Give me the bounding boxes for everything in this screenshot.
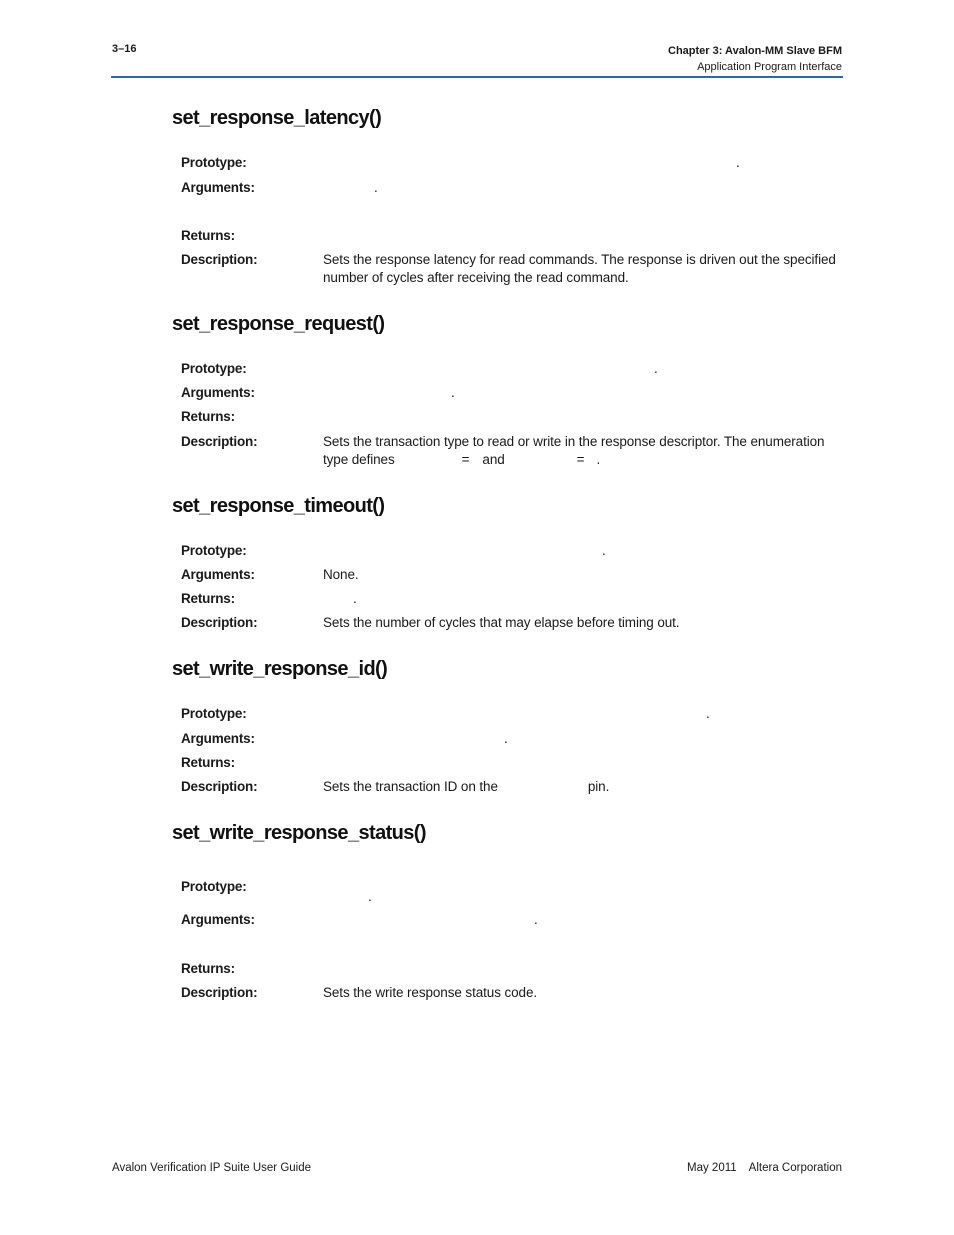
header-divider	[111, 76, 843, 78]
description-line-1: Sets the transaction type to read or write in the response descriptor. The enumeration	[323, 434, 825, 449]
description-period: .	[596, 452, 601, 467]
prototype-value: .	[602, 543, 606, 558]
section-title: set_response_timeout()	[172, 495, 385, 517]
prototype-value: .	[654, 361, 658, 376]
description-value	[323, 778, 841, 796]
arguments-value: .	[374, 180, 378, 195]
section-title: set_response_request()	[172, 313, 385, 335]
footer-info	[687, 1162, 842, 1174]
description-label: Description:	[181, 985, 258, 1000]
page-number: 3–16	[112, 43, 137, 55]
section-set-response-latency	[172, 106, 844, 285]
description-label: Description:	[181, 252, 258, 267]
prototype-label: Prototype:	[181, 543, 247, 558]
section-set-write-response-status	[172, 821, 844, 1000]
footer-guide-title: Avalon Verification IP Suite User Guide	[112, 1162, 312, 1174]
running-header	[668, 43, 842, 75]
arguments-label: Arguments:	[181, 731, 255, 746]
description-label: Description:	[181, 615, 258, 630]
prototype-label: Prototype:	[181, 706, 247, 721]
footer-company: Altera Corporation	[748, 1162, 842, 1174]
arguments-label: Arguments:	[181, 567, 255, 582]
returns-label: Returns:	[181, 591, 235, 606]
arguments-label: Arguments:	[181, 385, 255, 400]
description-equals-1: =	[461, 452, 470, 467]
description-text: Sets the transaction ID on the	[323, 779, 498, 794]
description-value	[323, 433, 841, 469]
section-subtitle: Application Program Interface	[697, 61, 842, 73]
description-and: and	[482, 452, 505, 467]
returns-label: Returns:	[181, 961, 235, 976]
section-title: set_response_latency()	[172, 107, 382, 129]
arguments-value: .	[451, 385, 455, 400]
description-type-defines: type defines	[323, 452, 395, 467]
arguments-value: .	[504, 731, 508, 746]
chapter-title: Chapter 3: Avalon-MM Slave BFM	[668, 45, 842, 57]
description-label: Description:	[181, 434, 258, 449]
description-equals-2: =	[576, 452, 585, 467]
prototype-value: .	[368, 889, 372, 904]
description-value: Sets the number of cycles that may elapse before timing out.	[323, 615, 680, 630]
prototype-label: Prototype:	[181, 361, 247, 376]
prototype-label: Prototype:	[181, 879, 247, 894]
section-set-response-timeout	[172, 494, 844, 630]
description-value: Sets the write response status code.	[323, 985, 538, 1000]
returns-label: Returns:	[181, 755, 235, 770]
section-title: set_write_response_status()	[172, 822, 426, 844]
prototype-value: .	[736, 155, 740, 170]
description-value: Sets the response latency for read commands. The response is driven out the specified number of cycles after receiving the read command.	[323, 252, 836, 285]
arguments-label: Arguments:	[181, 912, 255, 927]
section-title: set_write_response_id()	[172, 658, 388, 680]
arguments-label: Arguments:	[181, 180, 255, 195]
arguments-value: .	[534, 912, 538, 927]
description-pin: pin.	[587, 779, 610, 794]
footer-date: May 2011	[687, 1162, 737, 1174]
section-set-response-request	[172, 312, 844, 467]
returns-label: Returns:	[181, 409, 235, 424]
section-set-write-response-id	[172, 657, 844, 794]
prototype-value: .	[706, 706, 710, 721]
arguments-value: None.	[323, 567, 359, 582]
description-label: Description:	[181, 779, 258, 794]
prototype-label: Prototype:	[181, 155, 247, 170]
returns-label: Returns:	[181, 228, 235, 243]
returns-value: .	[353, 591, 357, 606]
